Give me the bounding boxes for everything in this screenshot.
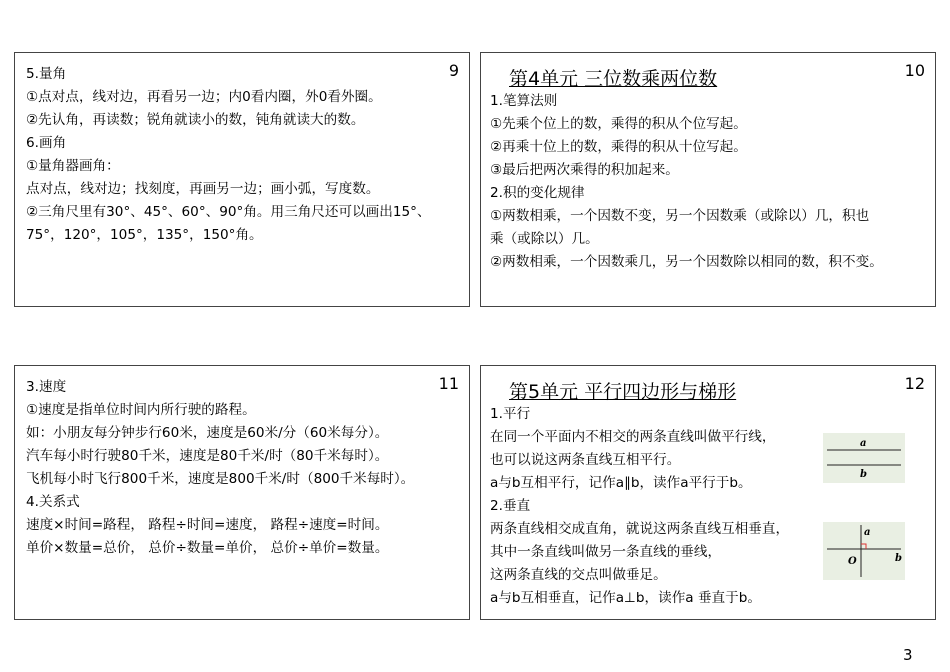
- text-line: 也可以说这两条直线互相平行。: [490, 452, 681, 468]
- page-number: 3: [903, 646, 913, 664]
- card-body: [26, 63, 461, 247]
- text-line: 点对点，线对边；找刻度，再画另一边；画小弧，写度数。: [26, 181, 380, 197]
- text-line: 在同一个平面内不相交的两条直线叫做平行线，: [490, 429, 776, 445]
- label-b: b: [895, 553, 902, 564]
- text-line: a与b互相平行，记作a∥b，读作a平行于b。: [490, 475, 752, 491]
- label-a: a: [860, 438, 867, 449]
- card-11: [14, 365, 470, 620]
- card-body: [490, 90, 883, 274]
- unit-title: 第4单元 三位数乘两位数: [509, 68, 718, 90]
- text-line: ①速度是指单位时间内所行驶的路程。: [26, 402, 256, 418]
- text-line: ①点对点，线对边，再看另一边；内0看内圈，外0看外圈。: [26, 89, 382, 105]
- card-number: 11: [438, 374, 459, 393]
- card-number: 12: [904, 374, 925, 393]
- text-line: 乘（或除以）几。: [490, 231, 599, 247]
- text-line: ①两数相乘，一个因数不变，另一个因数乘（或除以）几，积也: [490, 208, 870, 224]
- card-10: [480, 52, 936, 307]
- card-body: [490, 403, 789, 610]
- right-angle-mark: [861, 544, 866, 549]
- card-body: [26, 376, 461, 560]
- text-line: ②两数相乘，一个因数乘几，另一个因数除以相同的数，积不变。: [490, 254, 883, 270]
- text-line: a与b互相垂直，记作a⊥b，读作a 垂直于b。: [490, 590, 761, 606]
- card-9: [14, 52, 470, 307]
- label-b: b: [860, 469, 867, 480]
- parallel-lines-figure: [823, 433, 905, 483]
- text-line: 3.速度: [26, 379, 67, 395]
- label-a: a: [864, 527, 871, 538]
- text-line: 单价×数量=总价， 总价÷数量=单价， 总价÷单价=数量。: [26, 540, 389, 556]
- perpendicular-lines-diagram: [823, 522, 905, 580]
- text-line: 其中一条直线叫做另一条直线的垂线，: [490, 544, 722, 560]
- text-line: 75°，120°，105°，135°，150°角。: [26, 227, 263, 243]
- text-line: ③最后把两次乘得的积加起来。: [490, 162, 679, 178]
- parallel-lines-diagram: [823, 433, 905, 483]
- text-line: 4.关系式: [26, 494, 80, 510]
- card-number: 9: [448, 61, 459, 80]
- text-line: 5.量角: [26, 66, 67, 82]
- text-line: 2.垂直: [490, 498, 531, 514]
- label-o: O: [848, 556, 857, 567]
- text-line: ②三角尺里有30°、45°、60°、90°角。用三角尺还可以画出15°、: [26, 204, 431, 220]
- perpendicular-lines-figure: [823, 522, 905, 580]
- text-line: 1.平行: [490, 406, 531, 422]
- text-line: 汽车每小时行驶80千米，速度是80千米/时（80千米每时）。: [26, 448, 389, 464]
- text-line: ②先认角，再读数；锐角就读小的数，钝角就读大的数。: [26, 112, 365, 128]
- text-line: 这两条直线的交点叫做垂足。: [490, 567, 667, 583]
- text-line: ②再乘十位上的数，乘得的积从十位写起。: [490, 139, 747, 155]
- text-line: 如：小朋友每分钟步行60米，速度是60米/分（60米每分）。: [26, 425, 389, 441]
- text-line: 两条直线相交成直角，就说这两条直线互相垂直，: [490, 521, 790, 537]
- unit-title: 第5单元 平行四边形与梯形: [509, 381, 737, 403]
- text-line: ①先乘个位上的数，乘得的积从个位写起。: [490, 116, 747, 132]
- card-12: [480, 365, 936, 620]
- text-line: 2.积的变化规律: [490, 185, 585, 201]
- card-number: 10: [904, 61, 925, 80]
- text-line: ①量角器画角：: [26, 158, 120, 174]
- text-line: 6.画角: [26, 135, 67, 151]
- text-line: 速度×时间=路程， 路程÷时间=速度， 路程÷速度=时间。: [26, 517, 389, 533]
- text-line: 1.笔算法则: [490, 93, 558, 109]
- text-line: 飞机每小时飞行800千米，速度是800千米/时（800千米每时）。: [26, 471, 415, 487]
